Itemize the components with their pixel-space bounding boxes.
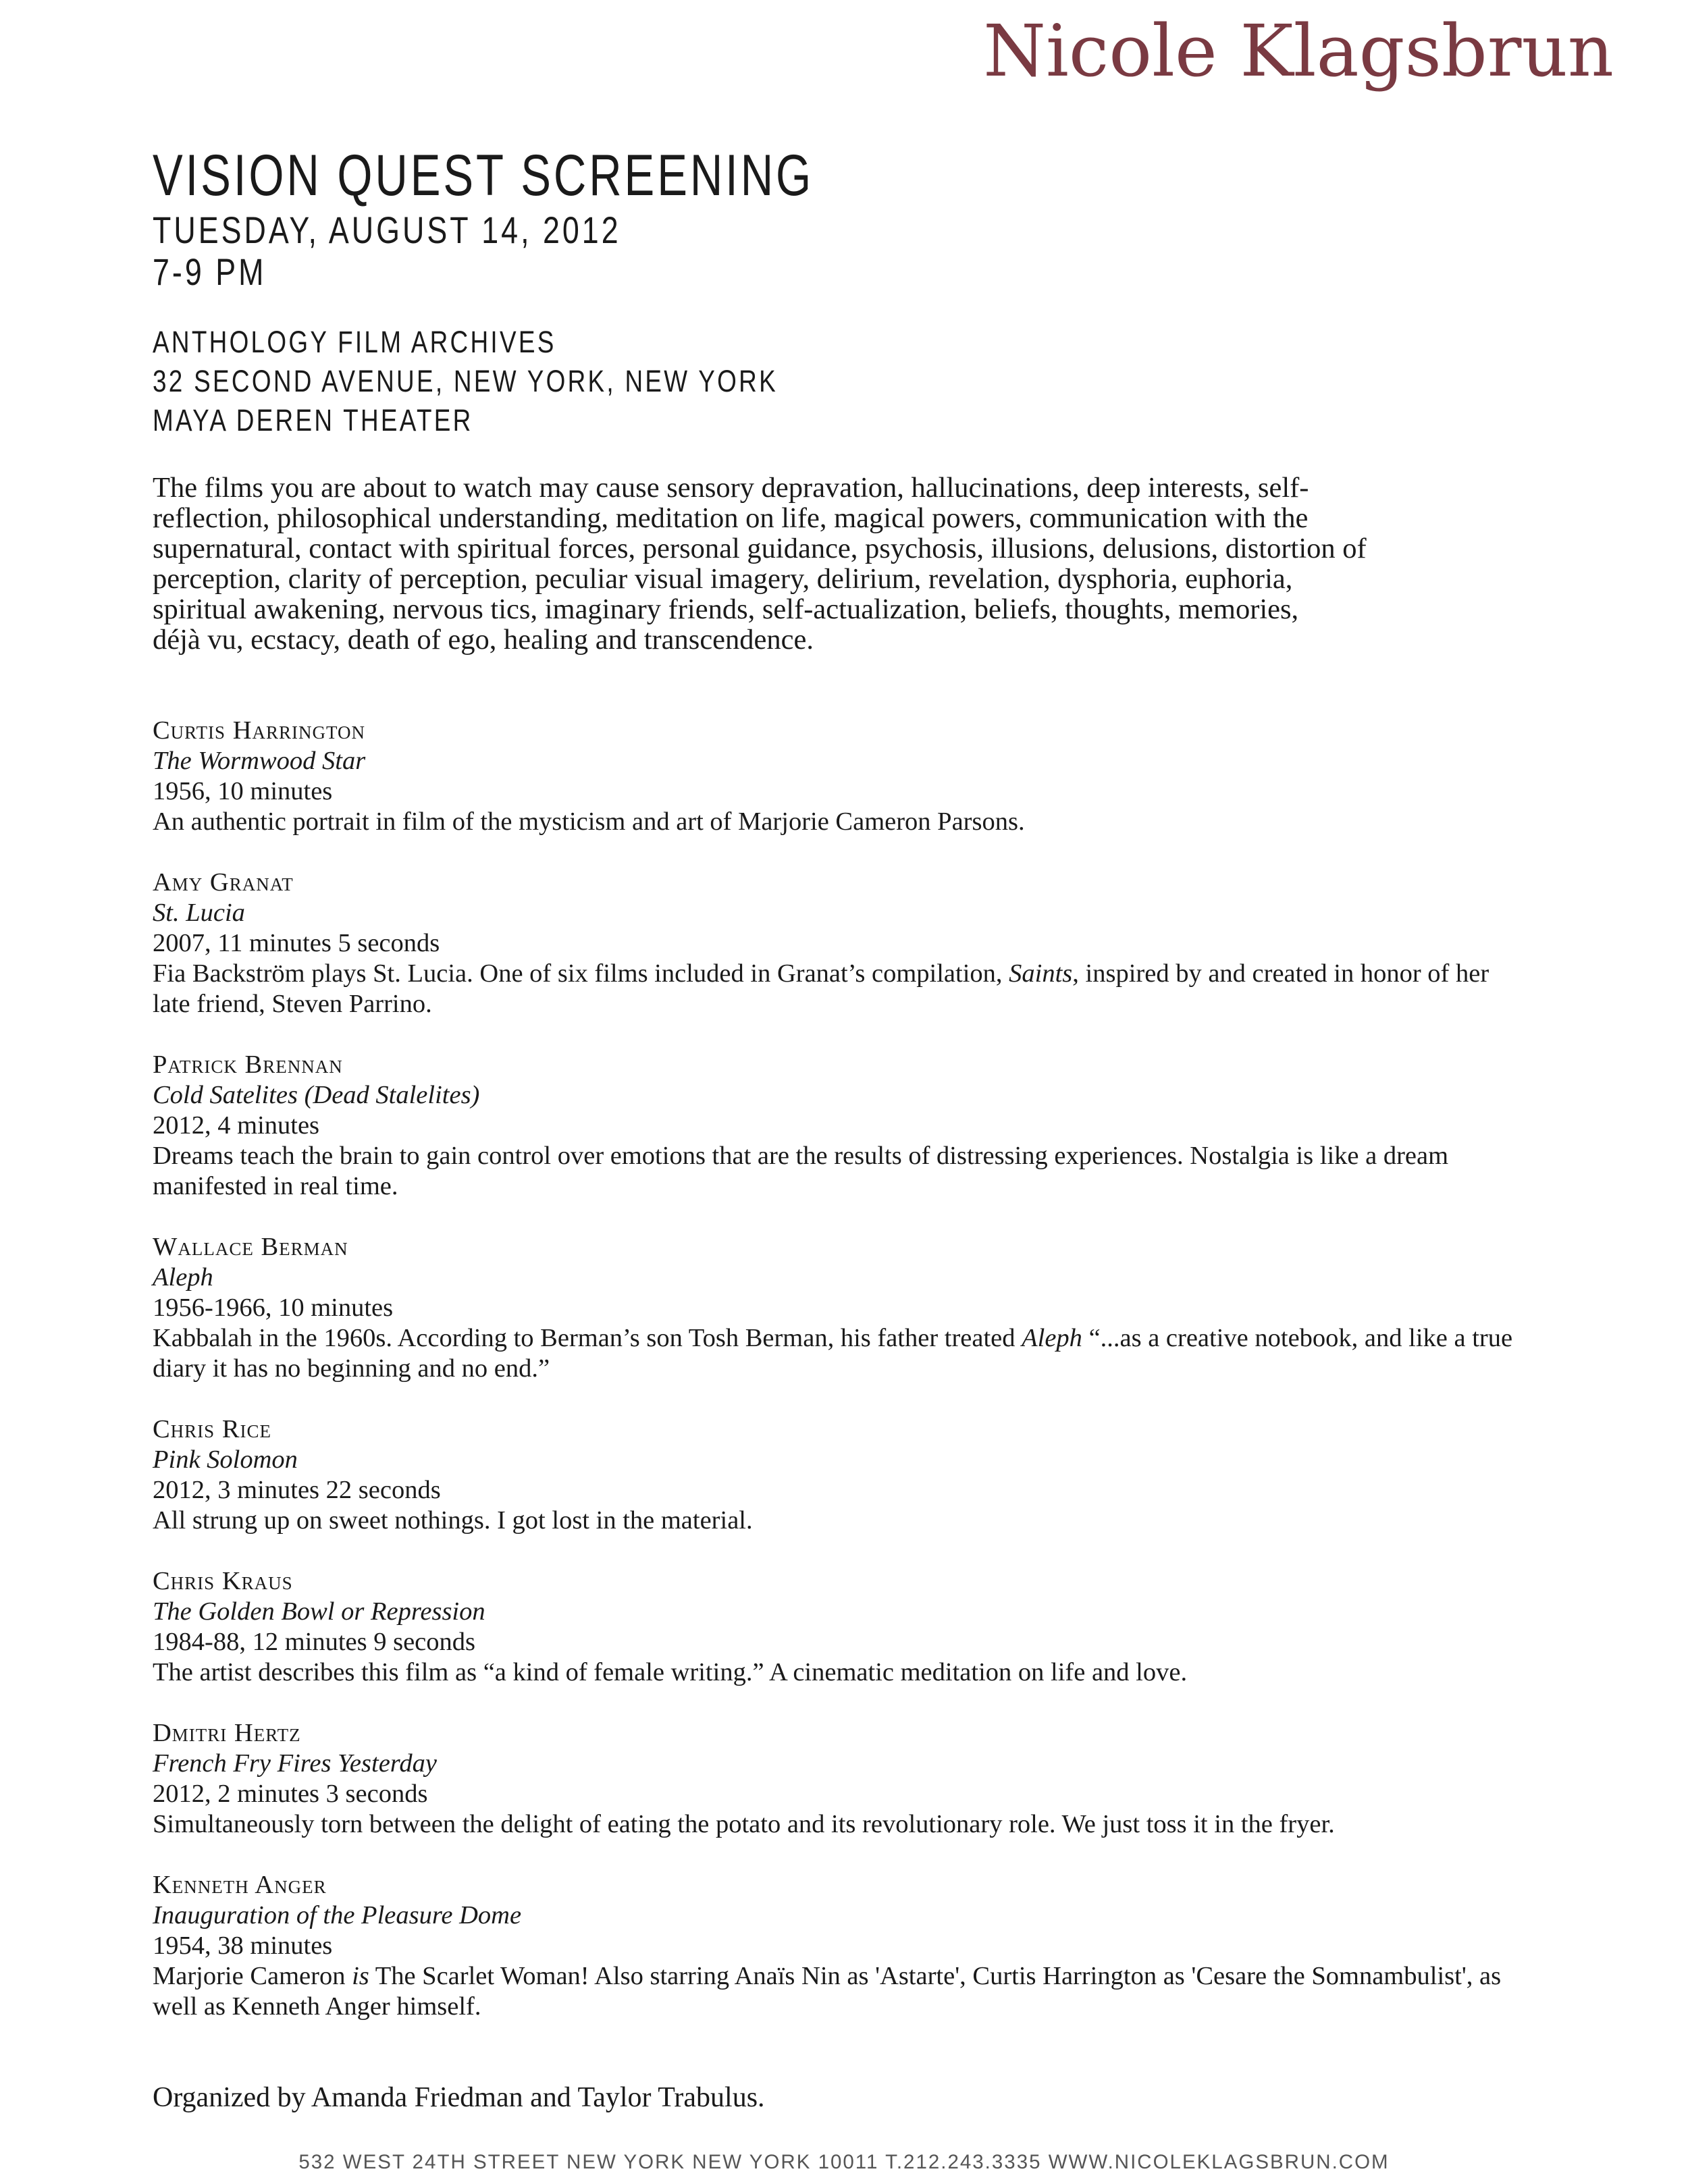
intro-line: reflection, philosophical understanding, meditation on life, magical powers, communication with the: [153, 502, 1309, 534]
page-title: VISION QUEST SCREENING: [153, 143, 814, 208]
film-artist: Wallace Berman: [153, 1233, 348, 1261]
film-details: 2012, 4 minutes: [153, 1111, 320, 1140]
venue-theater: MAYA DEREN THEATER: [153, 403, 473, 437]
intro-line: déjà vu, ecstacy, death of ego, healing and transcendence.: [153, 624, 814, 656]
film-description: Fia Backström plays St. Lucia. One of six films included in Granat’s compilation, Saints, inspired by and created in honor of her late friend, Steven Parrino.: [153, 959, 1489, 1018]
organizers-credit: Organized by Amanda Friedman and Taylor Trabulus.: [153, 2082, 765, 2113]
film-title: French Fry Fires Yesterday: [153, 1749, 437, 1778]
film-artist: Chris Kraus: [153, 1567, 293, 1595]
event-header: [153, 142, 1000, 293]
film-entry: [153, 1718, 1516, 1840]
film-entry: [153, 868, 1516, 1019]
film-description: The artist describes this film as “a kind of female writing.” A cinematic meditation on life and love.: [153, 1658, 1188, 1686]
film-artist: Dmitri Hertz: [153, 1719, 301, 1747]
film-title: Inauguration of the Pleasure Dome: [153, 1901, 522, 1929]
venue-name: ANTHOLOGY FILM ARCHIVES: [153, 325, 556, 359]
film-entry: [153, 1870, 1516, 2022]
film-artist: Curtis Harrington: [153, 716, 365, 745]
film-entry: [153, 1566, 1516, 1688]
intro-line: spiritual awakening, nervous tics, imaginary friends, self-actualization, beliefs, thoughts, memories,: [153, 593, 1299, 625]
film-title: Pink Solomon: [153, 1445, 298, 1474]
film-description: Kabbalah in the 1960s. According to Berman’s son Tosh Berman, his father treated Aleph “...as a creative notebook, and like a true diary it has no beginning and no end.”: [153, 1324, 1513, 1383]
film-title: Cold Satelites (Dead Stalelites): [153, 1081, 480, 1109]
film-details: 1984-88, 12 minutes 9 seconds: [153, 1628, 475, 1656]
film-details: 2012, 3 minutes 22 seconds: [153, 1476, 441, 1504]
film-title: The Golden Bowl or Repression: [153, 1597, 485, 1626]
film-details: 2007, 11 minutes 5 seconds: [153, 929, 440, 957]
film-artist: Kenneth Anger: [153, 1871, 327, 1899]
film-details: 1956, 10 minutes: [153, 777, 333, 805]
film-artist: Amy Granat: [153, 868, 294, 897]
film-entry: [153, 1414, 1516, 1536]
event-date: TUESDAY, AUGUST 14, 2012: [153, 209, 621, 251]
gallery-logo-wordmark: Nicole Klagsbrun: [983, 9, 1614, 92]
film-list: [153, 716, 1516, 2052]
intro-line: The films you are about to watch may cause sensory depravation, hallucinations, deep interests, self-: [153, 472, 1309, 504]
film-details: 2012, 2 minutes 3 seconds: [153, 1780, 428, 1808]
film-artist: Chris Rice: [153, 1415, 271, 1443]
film-description: All strung up on sweet nothings. I got lost in the material.: [153, 1506, 753, 1535]
intro-line: supernatural, contact with spiritual forces, personal guidance, psychosis, illusions, delusions, distortion of: [153, 533, 1367, 564]
intro-line: perception, clarity of perception, peculiar visual imagery, delirium, revelation, dysphoria, euphoria,: [153, 563, 1293, 595]
film-description: An authentic portrait in film of the mysticism and art of Marjorie Cameron Parsons.: [153, 807, 1025, 836]
film-description: Marjorie Cameron is The Scarlet Woman! Also starring Anaïs Nin as 'Astarte', Curtis Harrington as 'Cesare the Somnambulist', as well as Kenneth Anger himself.: [153, 1962, 1502, 2021]
intro-paragraph: [153, 473, 1516, 655]
film-artist: Patrick Brennan: [153, 1050, 343, 1079]
film-entry: [153, 716, 1516, 837]
film-description: Simultaneously torn between the delight of eating the potato and its revolutionary role. We just toss it in the fryer.: [153, 1810, 1335, 1838]
venue-block: [153, 323, 778, 440]
film-entry: [153, 1232, 1516, 1384]
film-title: Aleph: [153, 1263, 213, 1291]
venue-address: 32 SECOND AVENUE, NEW YORK, NEW YORK: [153, 364, 778, 398]
gallery-address-footer: 532 WEST 24TH STREET NEW YORK NEW YORK 10011 T.212.243.3335 WWW.NICOLEKLAGSBRUN.COM: [298, 2151, 1390, 2173]
film-details: 1954, 38 minutes: [153, 1932, 333, 1960]
film-entry: [153, 1050, 1516, 1202]
film-title: St. Lucia: [153, 899, 245, 927]
film-description: Dreams teach the brain to gain control over emotions that are the results of distressing experiences. Nostalgia is like a dream manifested in real time.: [153, 1142, 1449, 1200]
film-details: 1956-1966, 10 minutes: [153, 1294, 394, 1322]
event-time: 7-9 PM: [153, 250, 267, 293]
film-title: The Wormwood Star: [153, 747, 366, 775]
